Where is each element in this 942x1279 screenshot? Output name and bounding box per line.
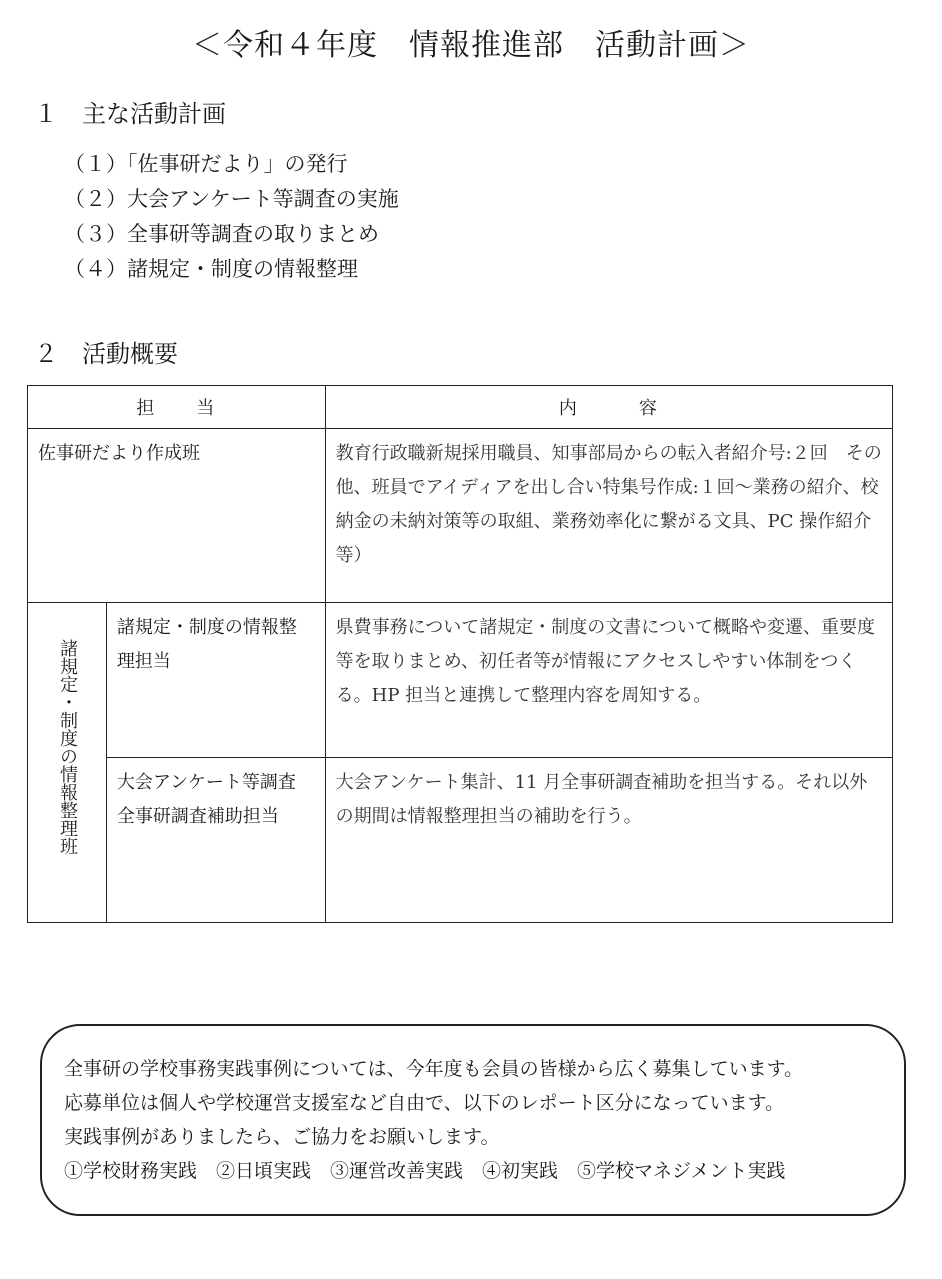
call-for-examples-box xyxy=(40,1024,906,1216)
activity-overview-table xyxy=(27,385,893,923)
plan-item: （２）大会アンケート等調査の実施 xyxy=(64,187,399,211)
header-content: 内 容 xyxy=(325,386,892,429)
row3-content-cell xyxy=(325,758,892,923)
notice-line: 全事研の学校事務実践事例については、今年度も会員の皆様から広く募集しています。 xyxy=(64,1058,804,1080)
group-label-cell xyxy=(28,603,107,923)
row3-content: 大会アンケート集計、11 月全事研調査補助を担当する。それ以外の期間は情報整理担当の補助を行う。 xyxy=(335,772,868,827)
row2-content: 県費事務について諸規定・制度の文書について概略や変遷、重要度等を取りまとめ、初任者等が情報にアクセスしやすい体制をつくる。HP 担当と連携して整理内容を周知する。 xyxy=(335,617,875,706)
activity-plan-list xyxy=(64,147,399,287)
page-title: ＜令和４年度 情報推進部 活動計画＞ xyxy=(192,28,750,63)
section2-heading: ２ 活動概要 xyxy=(34,340,178,368)
row2-role-cell xyxy=(106,603,325,758)
notice-line: 応募単位は個人や学校運営支援室など自由で、以下のレポート区分になっています。 xyxy=(64,1092,785,1114)
row1-content-cell xyxy=(325,429,892,603)
plan-item: （３）全事研等調査の取りまとめ xyxy=(64,222,379,246)
row2-content-cell xyxy=(325,603,892,758)
row3-role-cell xyxy=(106,758,325,923)
row1-content: 教育行政職新規採用職員、知事部局からの転入者紹介号:２回 その他、班員でアイディアを出し合い特集号作成:１回～業務の紹介、校納金の未納対策等の取組、業務効率化に繋がる文具、PC 操作紹介等） xyxy=(335,443,882,566)
row2-role: 諸規定・制度の情報整理担当 xyxy=(116,617,297,672)
row1-role: 佐事研だより作成班 xyxy=(38,443,200,464)
plan-item: （１）「佐事研だより」の発行 xyxy=(64,152,348,176)
notice-categories: ①学校財務実践 ②日頃実践 ③運営改善実践 ④初実践 ⑤学校マネジメント実践 xyxy=(64,1160,786,1182)
group-label: 諸規定・制度の情報整理班 xyxy=(56,639,78,855)
notice-line: 実践事例がありましたら、ご協力をお願いします。 xyxy=(64,1126,500,1148)
section1-heading: １ 主な活動計画 xyxy=(34,100,226,128)
header-role: 担 当 xyxy=(28,386,326,429)
row3-role: 大会アンケート等調査全事研調査補助担当 xyxy=(116,772,296,827)
plan-item: （４）諸規定・制度の情報整理 xyxy=(64,257,358,281)
row1-role-cell xyxy=(28,429,326,603)
